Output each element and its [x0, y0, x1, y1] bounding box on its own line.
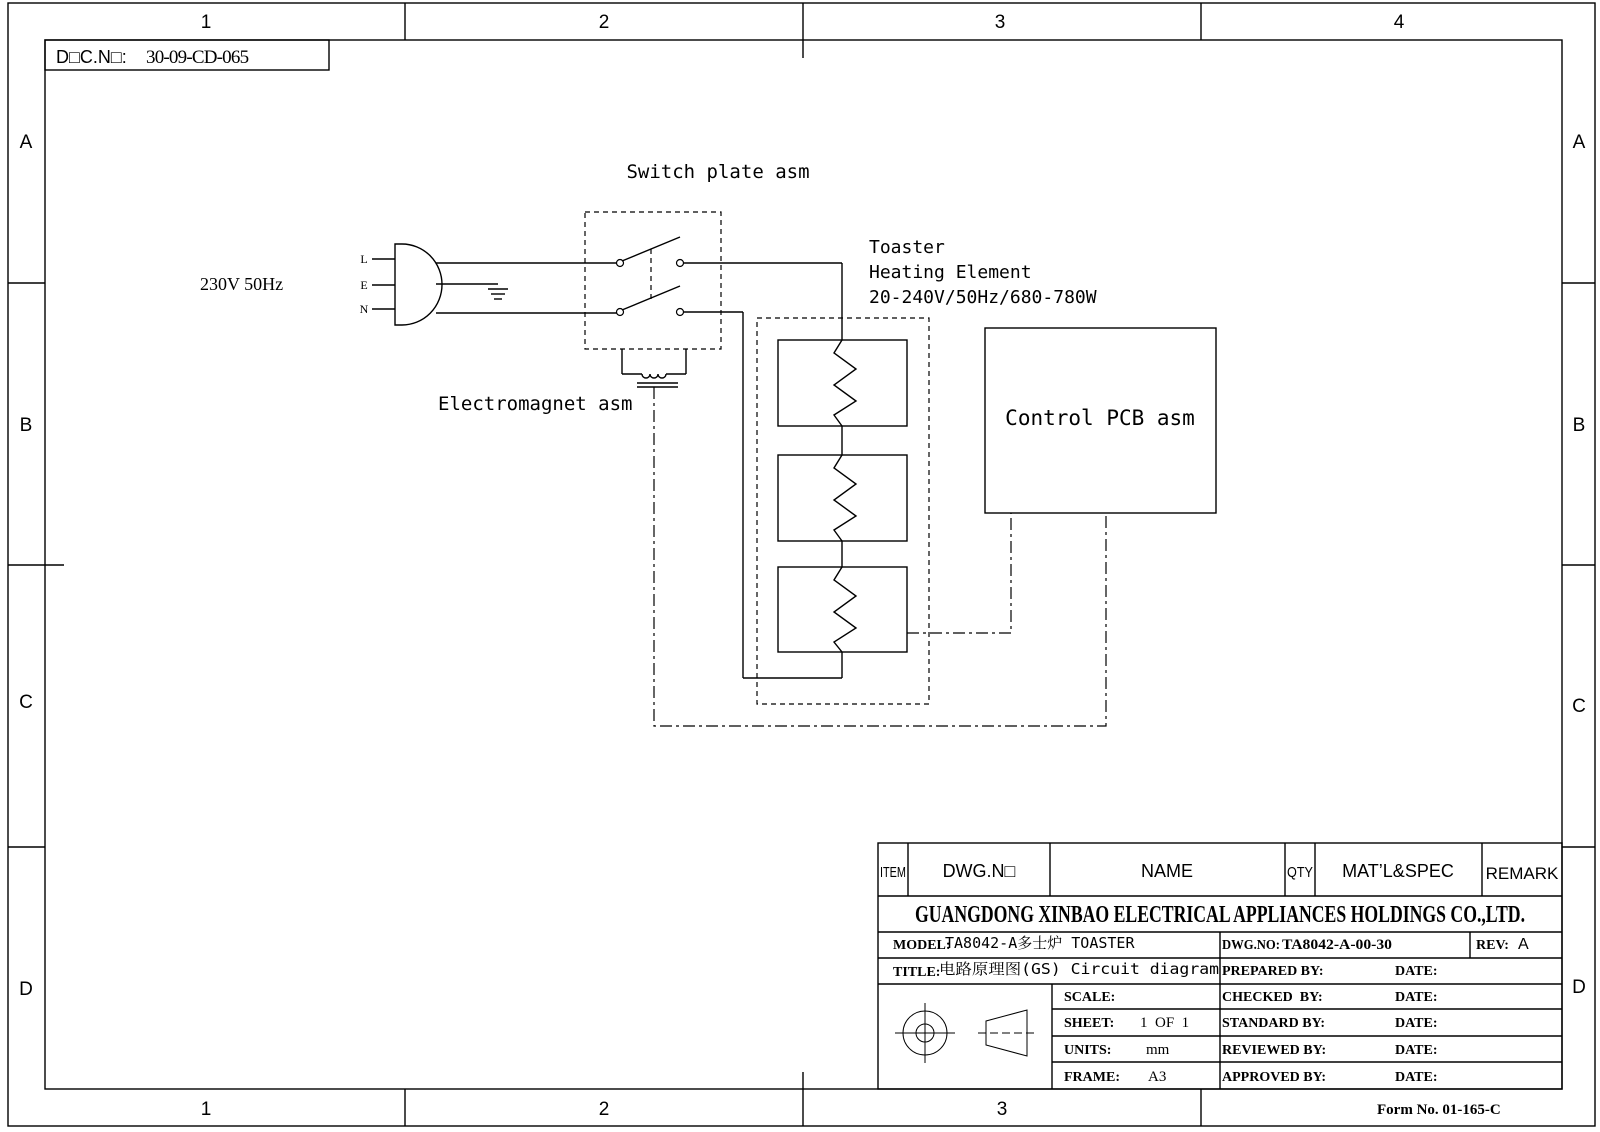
- row-label-right: A: [1572, 132, 1586, 153]
- title-value: 电路原理图(GS) Circuit diagram: [939, 960, 1219, 978]
- approved-by-label: APPROVED BY:: [1222, 1070, 1327, 1085]
- reviewed-date-label: DATE:: [1395, 1043, 1438, 1058]
- heating-element-rating: 20-240V/50Hz/680-780W: [869, 287, 1097, 308]
- heating-element-middle: [778, 455, 907, 541]
- row-label-left: A: [19, 132, 33, 153]
- units-value: mm: [1146, 1042, 1170, 1058]
- earth-symbol: [436, 284, 508, 299]
- standard-by-label: STANDARD BY:: [1222, 1016, 1326, 1031]
- scale-label: SCALE:: [1064, 990, 1116, 1005]
- electromagnet-symbol: [622, 349, 686, 387]
- column-label-top: 3: [994, 12, 1006, 33]
- row-label-right: C: [1572, 696, 1586, 717]
- bom-header-item: ITEM: [880, 864, 906, 881]
- column-label-top: 2: [598, 12, 610, 33]
- plug-pin-e: E: [360, 278, 368, 292]
- column-label-top: 4: [1393, 12, 1405, 33]
- switch-plate-boundary: [585, 212, 721, 349]
- supply-wires: [436, 263, 617, 313]
- heating-element-upper: [778, 340, 907, 426]
- units-label: UNITS:: [1064, 1043, 1112, 1058]
- column-label-bottom: 1: [200, 1099, 212, 1120]
- row-label-left: B: [19, 415, 33, 436]
- supply-voltage-label: 230V 50Hz: [200, 274, 284, 294]
- element-feed-wires: [684, 263, 842, 678]
- company-name: GUANGDONG XINBAO ELECTRICAL APPLIANCES HOLDINGS CO.,LTD.: [915, 902, 1525, 928]
- plug-pin-l: L: [360, 252, 368, 266]
- frame-label: FRAME:: [1064, 1070, 1120, 1085]
- bom-header-qty: QTY: [1287, 864, 1313, 881]
- prepared-by-label: PREPARED BY:: [1222, 964, 1324, 979]
- double-pole-switch: [617, 237, 684, 316]
- plug-symbol: [372, 244, 442, 325]
- control-signal-wires: [654, 387, 1106, 726]
- standard-date-label: DATE:: [1395, 1016, 1438, 1031]
- checked-date-label: DATE:: [1395, 990, 1438, 1005]
- column-label-top: 1: [200, 12, 212, 33]
- row-label-left: C: [19, 692, 33, 713]
- column-label-bottom: 2: [598, 1099, 610, 1120]
- heating-element-lower: [778, 567, 907, 652]
- approved-date-label: DATE:: [1395, 1070, 1438, 1085]
- bom-header-remark: REMARK: [1485, 864, 1559, 883]
- reviewed-by-label: REVIEWED BY:: [1222, 1043, 1327, 1058]
- model-label: MODEL:: [893, 938, 951, 953]
- third-angle-projection-icon: [895, 1003, 1038, 1063]
- rev-label: REV:: [1476, 938, 1509, 953]
- heating-element-boundary: [757, 318, 929, 704]
- dwg-no-value: TA8042-A-00-30: [1282, 937, 1392, 953]
- row-label-right: D: [1572, 977, 1586, 998]
- form-number: Form No. 01-165-C: [1377, 1102, 1501, 1118]
- switch-plate-label: Switch plate asm: [626, 161, 810, 183]
- frame-value: A3: [1148, 1069, 1167, 1085]
- electromagnet-label: Electromagnet asm: [438, 393, 633, 415]
- model-value: TA8042-A多士炉 TOASTER: [945, 934, 1135, 952]
- rev-value: A: [1518, 936, 1529, 953]
- column-label-bottom: 3: [996, 1099, 1008, 1120]
- sheet-label: SHEET:: [1064, 1016, 1115, 1031]
- row-label-right: B: [1572, 415, 1586, 436]
- control-pcb-label: Control PCB asm: [1005, 406, 1195, 430]
- dwg-no-label: DWG.NO:: [1222, 938, 1280, 953]
- doc-number-value: 30-09-CD-065: [146, 47, 249, 68]
- heating-element-subtitle: Heating Element: [869, 262, 1032, 283]
- bom-header-name: NAME: [1140, 861, 1194, 881]
- bom-header-mat-spec: MAT’L&SPEC: [1342, 861, 1454, 881]
- sheet-value: 1 OF 1: [1140, 1015, 1190, 1031]
- checked-by-label: CHECKED BY:: [1222, 990, 1323, 1005]
- doc-number-label: D□C.N□:: [56, 47, 127, 67]
- title-label: TITLE:: [893, 965, 941, 980]
- bom-header-dwg-no: DWG.N□: [942, 861, 1016, 881]
- row-label-left: D: [19, 979, 33, 1000]
- prepared-date-label: DATE:: [1395, 964, 1438, 979]
- plug-pin-n: N: [359, 302, 369, 316]
- heating-element-title: Toaster: [869, 237, 945, 258]
